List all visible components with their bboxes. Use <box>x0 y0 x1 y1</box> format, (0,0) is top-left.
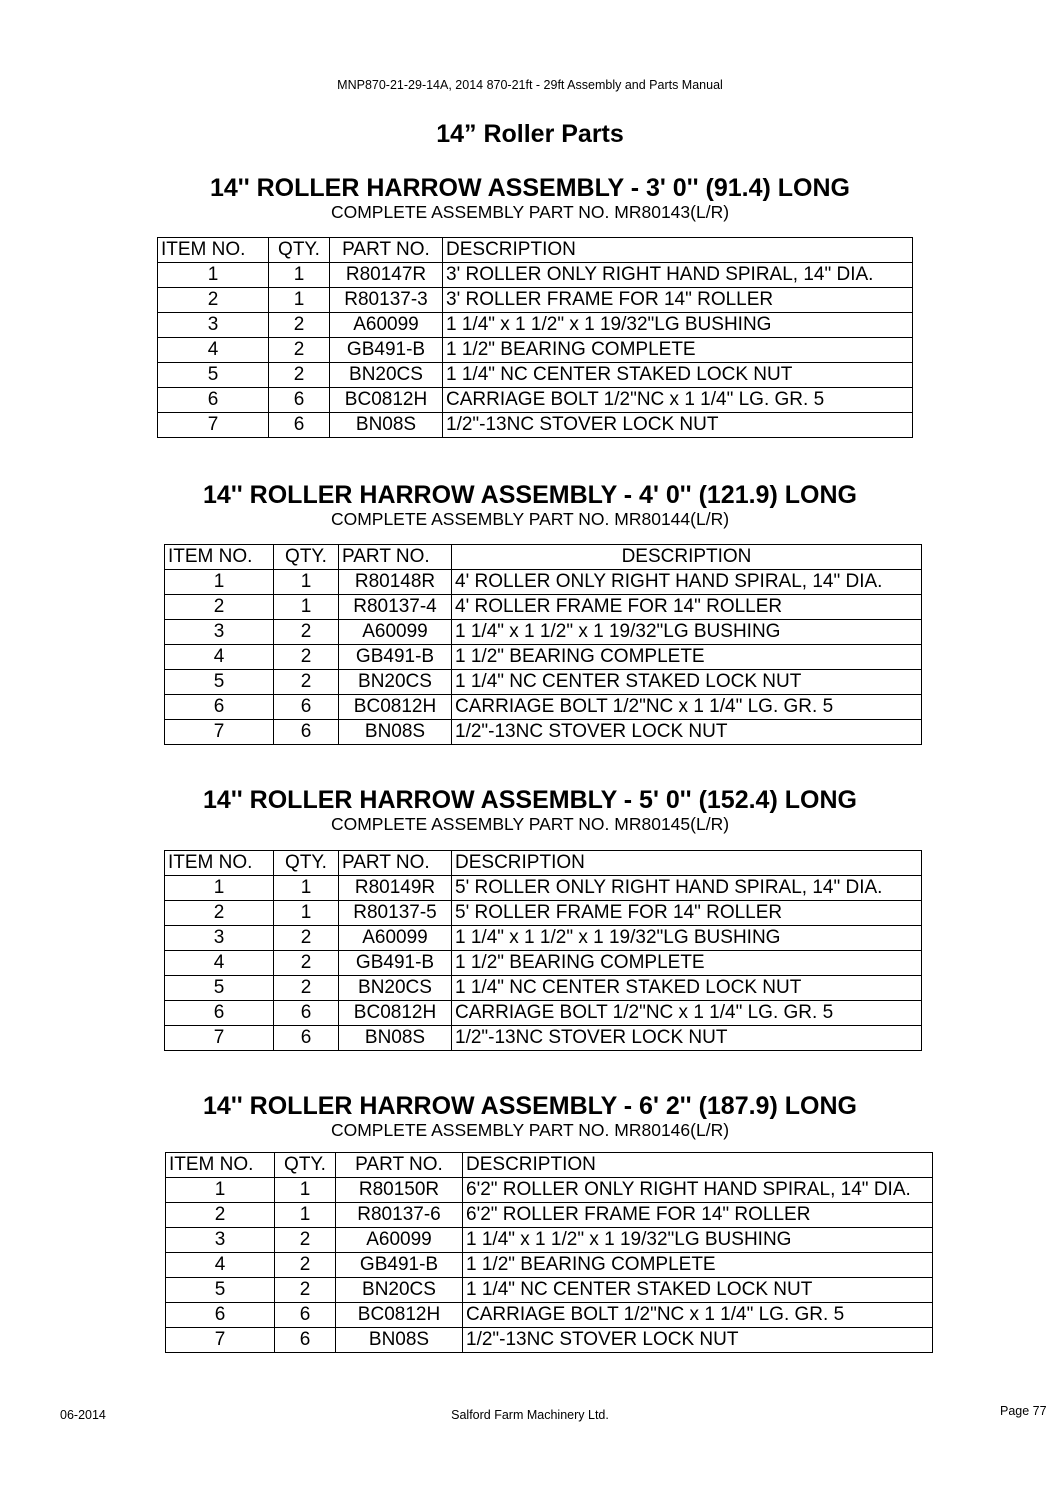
table-cell: 5 <box>165 670 274 695</box>
document-header: MNP870-21-29-14A, 2014 870-21ft - 29ft Assembly and Parts Manual <box>337 78 723 92</box>
table-row <box>165 901 922 926</box>
table-cell: 1 <box>274 876 339 901</box>
table-cell: 1/2"-13NC STOVER LOCK NUT <box>463 1328 933 1353</box>
table-cell: 1 1/4" x 1 1/2" x 1 19/32"LG BUSHING <box>443 313 913 338</box>
table-cell: BN08S <box>339 720 452 745</box>
column-header: DESCRIPTION <box>443 238 913 263</box>
column-header: QTY. <box>275 1153 336 1178</box>
table-row <box>165 645 922 670</box>
table-cell: 1 1/4" x 1 1/2" x 1 19/32"LG BUSHING <box>452 620 922 645</box>
table-cell: 1 <box>158 263 269 288</box>
table-cell: GB491-B <box>339 951 452 976</box>
table-cell: BC0812H <box>339 695 452 720</box>
assembly-section-3ft <box>0 174 1060 233</box>
table-cell: 6 <box>158 388 269 413</box>
table-cell: 1 <box>275 1203 336 1228</box>
table-cell: 1 <box>269 288 330 313</box>
table-row <box>165 876 922 901</box>
table-cell: BN20CS <box>339 976 452 1001</box>
parts-table <box>164 544 922 745</box>
table-cell: 7 <box>165 720 274 745</box>
table-row <box>158 288 913 313</box>
table-cell: 2 <box>166 1203 275 1228</box>
table-cell: BN08S <box>336 1328 463 1353</box>
table-cell: 5 <box>158 363 269 388</box>
table-cell: 1 1/4" NC CENTER STAKED LOCK NUT <box>452 670 922 695</box>
assembly-section-6ft2 <box>0 1092 1060 1151</box>
table-cell: R80137-3 <box>330 288 443 313</box>
table-cell: 6 <box>274 720 339 745</box>
table-cell: 1 <box>165 570 274 595</box>
table-cell: BC0812H <box>330 388 443 413</box>
table-cell: 4' ROLLER ONLY RIGHT HAND SPIRAL, 14" DIA. <box>452 570 922 595</box>
footer-date: 06-2014 <box>60 1408 106 1422</box>
table-cell: 1 1/4" x 1 1/2" x 1 19/32"LG BUSHING <box>452 926 922 951</box>
table-row <box>166 1328 933 1353</box>
parts-table <box>165 1152 933 1353</box>
table-row <box>165 1026 922 1051</box>
table-cell: 6 <box>274 695 339 720</box>
column-header: PART NO. <box>336 1153 463 1178</box>
table-cell: R80150R <box>336 1178 463 1203</box>
table-cell: 1/2"-13NC STOVER LOCK NUT <box>452 720 922 745</box>
table-cell: 1 <box>274 570 339 595</box>
table-cell: BC0812H <box>336 1303 463 1328</box>
column-header: QTY. <box>274 545 339 570</box>
table-cell: R80147R <box>330 263 443 288</box>
table-cell: 2 <box>165 595 274 620</box>
table-cell: 1/2"-13NC STOVER LOCK NUT <box>443 413 913 438</box>
table-row <box>166 1228 933 1253</box>
table-cell: 1 <box>274 595 339 620</box>
column-header: PART NO. <box>330 238 443 263</box>
table-cell: 3 <box>166 1228 275 1253</box>
table-cell: 5 <box>165 976 274 1001</box>
column-header: PART NO. <box>339 851 452 876</box>
table-cell: 3 <box>165 926 274 951</box>
parts-table <box>157 237 913 438</box>
table-cell: 6 <box>166 1303 275 1328</box>
table-cell: 2 <box>275 1228 336 1253</box>
table-cell: 1 1/2" BEARING COMPLETE <box>452 951 922 976</box>
table-row <box>165 951 922 976</box>
table-cell: 5 <box>166 1278 275 1303</box>
table-header-row <box>165 545 922 570</box>
table-cell: 2 <box>274 620 339 645</box>
table-cell: 2 <box>274 976 339 1001</box>
table-cell: BN20CS <box>339 670 452 695</box>
section-subtitle: COMPLETE ASSEMBLY PART NO. MR80144(L/R) <box>330 509 730 529</box>
section-title: 14'' ROLLER HARROW ASSEMBLY - 6' 2'' (187.9) LONG <box>203 1092 857 1120</box>
table-cell: BN08S <box>330 413 443 438</box>
table-cell: 1 1/2" BEARING COMPLETE <box>463 1253 933 1278</box>
table-cell: 6 <box>165 695 274 720</box>
table-cell: 1 1/2" BEARING COMPLETE <box>443 338 913 363</box>
column-header: QTY. <box>269 238 330 263</box>
page-title: 14” Roller Parts <box>436 120 624 148</box>
assembly-section-5ft <box>0 786 1060 845</box>
table-cell: 1 <box>165 876 274 901</box>
column-header: PART NO. <box>339 545 452 570</box>
table-row <box>166 1178 933 1203</box>
table-cell: BN20CS <box>336 1278 463 1303</box>
table-cell: R80137-6 <box>336 1203 463 1228</box>
table-cell: 1 <box>269 263 330 288</box>
table-header-row <box>166 1153 933 1178</box>
table-cell: 1/2"-13NC STOVER LOCK NUT <box>452 1026 922 1051</box>
table-row <box>166 1303 933 1328</box>
column-header: DESCRIPTION <box>452 851 922 876</box>
table-cell: 6 <box>269 413 330 438</box>
column-header: DESCRIPTION <box>463 1153 933 1178</box>
column-header: ITEM NO. <box>165 851 274 876</box>
column-header: ITEM NO. <box>158 238 269 263</box>
table-row <box>158 413 913 438</box>
table-cell: 1 1/2" BEARING COMPLETE <box>452 645 922 670</box>
table-cell: 6 <box>275 1303 336 1328</box>
table-cell: 2 <box>269 338 330 363</box>
table-cell: 1 1/4" NC CENTER STAKED LOCK NUT <box>443 363 913 388</box>
table-row <box>165 670 922 695</box>
section-subtitle: COMPLETE ASSEMBLY PART NO. MR80146(L/R) <box>330 1120 730 1140</box>
table-cell: GB491-B <box>330 338 443 363</box>
table-cell: 2 <box>275 1278 336 1303</box>
table-row <box>165 620 922 645</box>
table-cell: 2 <box>274 645 339 670</box>
table-row <box>158 363 913 388</box>
table-row <box>165 595 922 620</box>
table-cell: A60099 <box>336 1228 463 1253</box>
table-cell: 6 <box>274 1001 339 1026</box>
table-row <box>158 388 913 413</box>
table-cell: 1 1/4" NC CENTER STAKED LOCK NUT <box>452 976 922 1001</box>
table-cell: A60099 <box>339 620 452 645</box>
table-cell: BN20CS <box>330 363 443 388</box>
section-subtitle: COMPLETE ASSEMBLY PART NO. MR80143(L/R) <box>330 202 730 222</box>
table-cell: 6'2" ROLLER ONLY RIGHT HAND SPIRAL, 14" DIA. <box>463 1178 933 1203</box>
table-cell: 4 <box>165 951 274 976</box>
column-header: ITEM NO. <box>166 1153 275 1178</box>
table-cell: 5' ROLLER FRAME FOR 14" ROLLER <box>452 901 922 926</box>
table-cell: 6'2" ROLLER FRAME FOR 14" ROLLER <box>463 1203 933 1228</box>
table-cell: 4' ROLLER FRAME FOR 14" ROLLER <box>452 595 922 620</box>
table-cell: 5' ROLLER ONLY RIGHT HAND SPIRAL, 14" DIA. <box>452 876 922 901</box>
table-header-row <box>158 238 913 263</box>
table-row <box>165 695 922 720</box>
table-row <box>165 720 922 745</box>
footer-page-number: Page 77 <box>1000 1404 1047 1418</box>
table-cell: 1 <box>166 1178 275 1203</box>
section-subtitle: COMPLETE ASSEMBLY PART NO. MR80145(L/R) <box>330 814 730 834</box>
table-cell: 3' ROLLER ONLY RIGHT HAND SPIRAL, 14" DIA. <box>443 263 913 288</box>
table-cell: 4 <box>166 1253 275 1278</box>
table-cell: CARRIAGE BOLT 1/2"NC x 1 1/4" LG. GR. 5 <box>463 1303 933 1328</box>
table-cell: R80137-5 <box>339 901 452 926</box>
table-cell: 2 <box>275 1253 336 1278</box>
table-cell: 6 <box>274 1026 339 1051</box>
table-cell: 2 <box>165 901 274 926</box>
table-row <box>166 1253 933 1278</box>
table-cell: 1 <box>274 901 339 926</box>
section-title: 14'' ROLLER HARROW ASSEMBLY - 3' 0'' (91.4) LONG <box>209 174 850 202</box>
parts-table <box>164 850 922 1051</box>
section-title: 14'' ROLLER HARROW ASSEMBLY - 4' 0'' (121.9) LONG <box>203 481 857 509</box>
column-header: QTY. <box>274 851 339 876</box>
table-cell: GB491-B <box>336 1253 463 1278</box>
table-row <box>166 1278 933 1303</box>
table-cell: 1 <box>275 1178 336 1203</box>
table-row <box>158 263 913 288</box>
table-cell: 6 <box>275 1328 336 1353</box>
table-cell: 7 <box>158 413 269 438</box>
column-header: DESCRIPTION <box>452 545 922 570</box>
table-cell: 2 <box>269 363 330 388</box>
table-header-row <box>165 851 922 876</box>
table-cell: R80149R <box>339 876 452 901</box>
table-cell: 2 <box>274 951 339 976</box>
table-cell: 7 <box>165 1026 274 1051</box>
table-cell: 7 <box>166 1328 275 1353</box>
table-row <box>165 570 922 595</box>
table-cell: 1 1/4" x 1 1/2" x 1 19/32"LG BUSHING <box>463 1228 933 1253</box>
table-cell: 3 <box>158 313 269 338</box>
table-cell: CARRIAGE BOLT 1/2"NC x 1 1/4" LG. GR. 5 <box>452 695 922 720</box>
footer-company: Salford Farm Machinery Ltd. <box>451 1408 609 1422</box>
table-cell: BC0812H <box>339 1001 452 1026</box>
section-title: 14'' ROLLER HARROW ASSEMBLY - 5' 0'' (152.4) LONG <box>203 786 857 814</box>
table-cell: 2 <box>269 313 330 338</box>
table-cell: A60099 <box>339 926 452 951</box>
table-cell: R80137-4 <box>339 595 452 620</box>
table-row <box>165 976 922 1001</box>
table-cell: A60099 <box>330 313 443 338</box>
assembly-section-4ft <box>0 481 1060 540</box>
table-cell: CARRIAGE BOLT 1/2"NC x 1 1/4" LG. GR. 5 <box>443 388 913 413</box>
table-cell: BN08S <box>339 1026 452 1051</box>
table-cell: 2 <box>274 670 339 695</box>
table-row <box>166 1203 933 1228</box>
table-cell: 1 1/4" NC CENTER STAKED LOCK NUT <box>463 1278 933 1303</box>
table-cell: R80148R <box>339 570 452 595</box>
table-cell: 6 <box>269 388 330 413</box>
column-header: ITEM NO. <box>165 545 274 570</box>
table-row <box>165 926 922 951</box>
table-cell: GB491-B <box>339 645 452 670</box>
table-cell: 4 <box>165 645 274 670</box>
table-cell: 4 <box>158 338 269 363</box>
table-cell: 3' ROLLER FRAME FOR 14" ROLLER <box>443 288 913 313</box>
table-cell: 6 <box>165 1001 274 1026</box>
table-cell: CARRIAGE BOLT 1/2"NC x 1 1/4" LG. GR. 5 <box>452 1001 922 1026</box>
table-row <box>158 313 913 338</box>
table-row <box>165 1001 922 1026</box>
table-row <box>158 338 913 363</box>
table-cell: 3 <box>165 620 274 645</box>
table-cell: 2 <box>158 288 269 313</box>
table-cell: 2 <box>274 926 339 951</box>
